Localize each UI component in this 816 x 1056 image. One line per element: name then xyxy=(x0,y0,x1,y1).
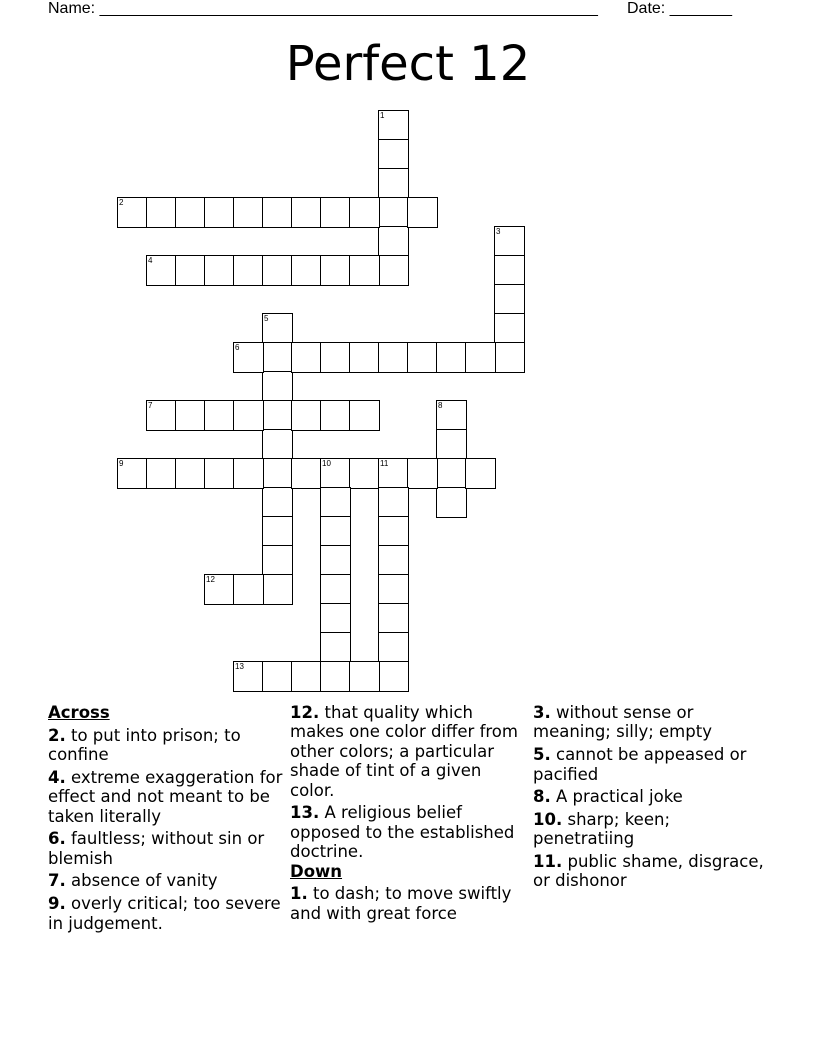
grid-cell[interactable] xyxy=(146,458,177,489)
grid-cell[interactable] xyxy=(349,197,380,228)
clue-down-11: 11. public shame, disgrace, or dishonor xyxy=(533,852,764,891)
cell-number-label: 7 xyxy=(148,401,153,410)
grid-cell[interactable] xyxy=(349,661,380,692)
cell-number-label: 5 xyxy=(264,314,269,323)
grid-cell[interactable] xyxy=(291,197,322,228)
grid-cell[interactable] xyxy=(436,458,467,489)
grid-cell[interactable] xyxy=(378,516,409,547)
grid-cell[interactable] xyxy=(465,458,496,489)
grid-cell[interactable] xyxy=(320,342,351,373)
grid-cell[interactable] xyxy=(320,545,351,576)
grid-cell[interactable] xyxy=(262,487,293,518)
grid-cell[interactable] xyxy=(291,400,322,431)
grid-cell[interactable] xyxy=(436,429,467,460)
grid-cell[interactable] xyxy=(407,197,438,228)
grid-cell[interactable] xyxy=(233,255,264,286)
cell-number-label: 3 xyxy=(496,227,501,236)
cell-number-label: 13 xyxy=(235,662,244,671)
grid-cell[interactable] xyxy=(175,458,206,489)
across-heading: Across xyxy=(48,703,110,722)
clue-column-1 xyxy=(48,703,283,933)
clue-down-5: 5. cannot be appeased or pacified xyxy=(533,745,747,784)
clue-column-2 xyxy=(290,703,526,923)
grid-cell[interactable] xyxy=(378,342,409,373)
grid-cell[interactable] xyxy=(378,139,409,170)
clue-across-7: 7. absence of vanity xyxy=(48,871,218,891)
grid-cell[interactable] xyxy=(320,574,351,605)
cell-number-label: 1 xyxy=(380,111,385,120)
grid-cell[interactable] xyxy=(378,574,409,605)
grid-cell[interactable] xyxy=(262,400,293,431)
grid-cell[interactable] xyxy=(494,284,525,315)
grid-cell[interactable] xyxy=(262,255,293,286)
clue-across-13: 13. A religious belief opposed to the established doctrine. xyxy=(290,803,515,862)
grid-cell[interactable] xyxy=(436,487,467,518)
clue-across-6: 6. faultless; without sin or blemish xyxy=(48,829,265,868)
name-field-label: Name: ________________________________________________________ xyxy=(48,0,598,17)
grid-cell[interactable] xyxy=(262,661,293,692)
grid-cell[interactable] xyxy=(233,197,264,228)
cell-number-label: 6 xyxy=(235,343,240,352)
cell-number-label: 8 xyxy=(438,401,443,410)
grid-cell[interactable] xyxy=(378,487,409,518)
grid-cell[interactable] xyxy=(262,429,293,460)
grid-cell[interactable] xyxy=(349,458,380,489)
grid-cell[interactable] xyxy=(349,400,380,431)
grid-cell[interactable] xyxy=(320,487,351,518)
down-heading: Down xyxy=(290,861,343,881)
grid-cell[interactable] xyxy=(378,168,409,199)
cell-number-label: 10 xyxy=(322,459,331,468)
grid-cell[interactable] xyxy=(291,661,322,692)
grid-cell[interactable] xyxy=(291,458,322,489)
grid-cell[interactable] xyxy=(175,197,206,228)
grid-cell[interactable] xyxy=(320,197,351,228)
grid-cell[interactable] xyxy=(204,197,235,228)
cell-number-label: 4 xyxy=(148,256,153,265)
grid-cell[interactable] xyxy=(233,458,264,489)
grid-cell[interactable] xyxy=(204,458,235,489)
grid-cell[interactable] xyxy=(262,516,293,547)
clue-across-2: 2. to put into prison; to confine xyxy=(48,725,241,765)
cell-number-label: 2 xyxy=(119,198,124,207)
grid-cell[interactable] xyxy=(233,400,264,431)
clue-down-8: 8. A practical joke xyxy=(533,787,683,807)
date-field-label: Date: _______ xyxy=(627,0,732,17)
grid-cell[interactable] xyxy=(349,255,380,286)
grid-cell[interactable] xyxy=(320,661,351,692)
grid-cell[interactable] xyxy=(378,603,409,634)
grid-cell[interactable] xyxy=(320,255,351,286)
grid-cell[interactable] xyxy=(436,342,467,373)
grid-cell[interactable] xyxy=(146,197,177,228)
grid-cell[interactable] xyxy=(465,342,496,373)
grid-cell[interactable] xyxy=(494,255,525,286)
grid-cell[interactable] xyxy=(494,342,525,373)
grid-cell[interactable] xyxy=(262,574,293,605)
clue-across-12: 12. that quality which makes one color differ from other colors; a particular shade of tint of a given color. xyxy=(290,703,518,800)
cell-number-label: 12 xyxy=(206,575,215,584)
cell-number-label: 11 xyxy=(380,459,389,468)
clue-across-9: 9. overly critical; too severe in judgement. xyxy=(48,894,281,933)
grid-cell[interactable] xyxy=(494,313,525,344)
grid-cell[interactable] xyxy=(233,574,264,605)
clue-down-3: 3. without sense or meaning; silly; empty xyxy=(533,703,712,742)
grid-cell[interactable] xyxy=(175,255,206,286)
grid-cell[interactable] xyxy=(262,458,293,489)
puzzle-title: Perfect 12 xyxy=(285,36,531,92)
grid-cell[interactable] xyxy=(320,632,351,663)
cell-number-label: 9 xyxy=(119,459,124,468)
grid-cell[interactable] xyxy=(291,255,322,286)
grid-cell[interactable] xyxy=(262,342,293,373)
grid-cell[interactable] xyxy=(378,226,409,257)
grid-cell[interactable] xyxy=(407,458,438,489)
grid-cell[interactable] xyxy=(378,545,409,576)
clue-down-10: 10. sharp; keen; penetratiing xyxy=(533,809,670,849)
grid-cell[interactable] xyxy=(262,371,293,402)
grid-cell[interactable] xyxy=(378,255,409,286)
grid-cell[interactable] xyxy=(349,342,380,373)
grid-cell[interactable] xyxy=(204,255,235,286)
clue-down-1: 1. to dash; to move swiftly and with great force xyxy=(290,884,512,923)
grid-cell[interactable] xyxy=(378,197,409,228)
grid-cell[interactable] xyxy=(407,342,438,373)
grid-cell[interactable] xyxy=(262,197,293,228)
grid-cell[interactable] xyxy=(320,400,351,431)
clue-column-3 xyxy=(533,703,773,891)
grid-cell[interactable] xyxy=(378,632,409,663)
clue-across-4: 4. extreme exaggeration for effect and not meant to be taken literally xyxy=(48,767,283,826)
grid-cell[interactable] xyxy=(175,400,206,431)
grid-cell[interactable] xyxy=(378,661,409,692)
grid-cell[interactable] xyxy=(291,342,322,373)
grid-cell[interactable] xyxy=(204,400,235,431)
grid-cell[interactable] xyxy=(262,545,293,576)
grid-cell[interactable] xyxy=(320,516,351,547)
grid-cell[interactable] xyxy=(320,603,351,634)
